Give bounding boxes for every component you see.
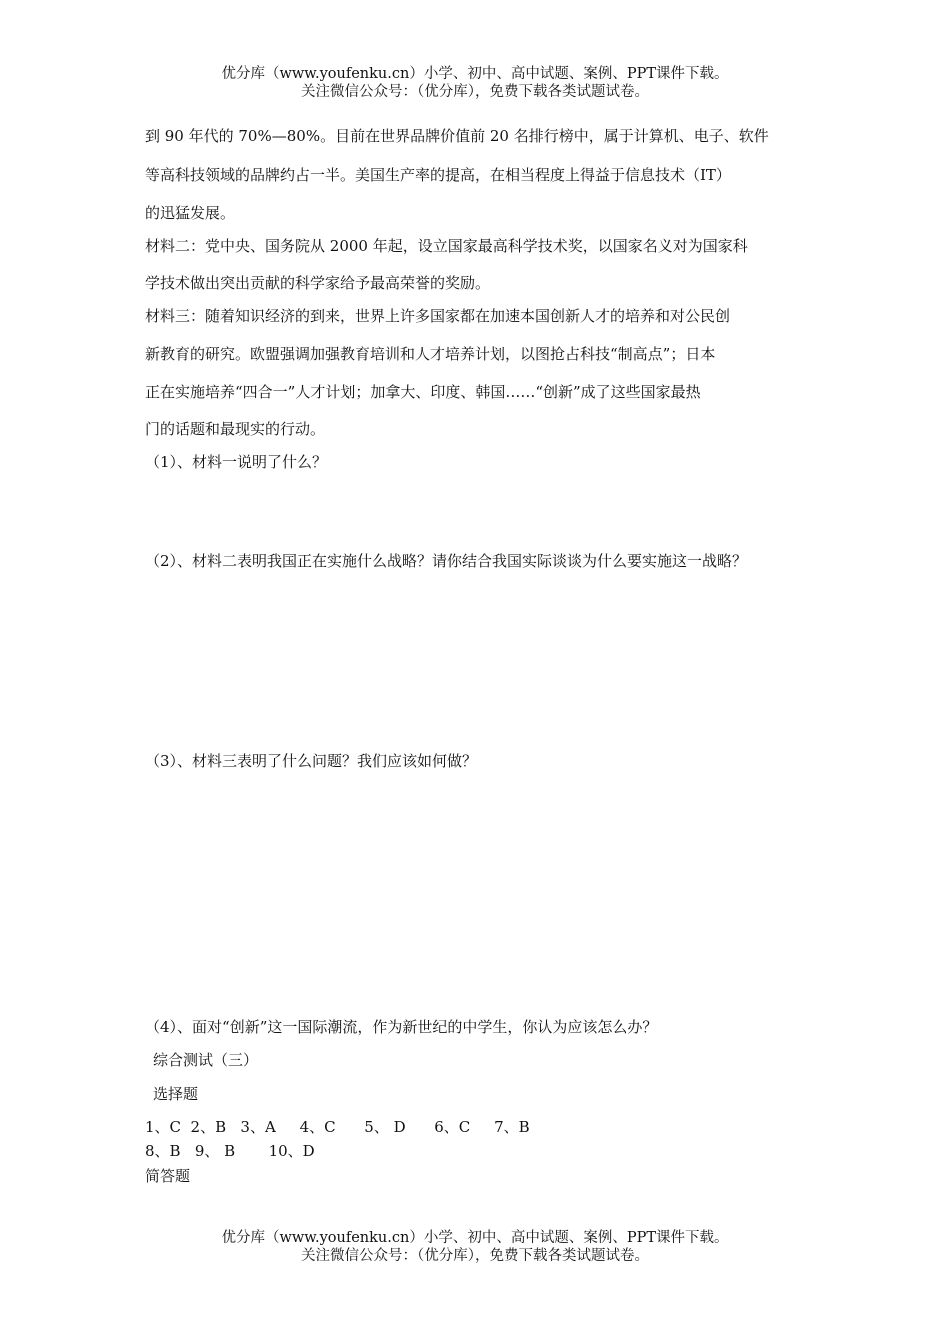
question-1: （1）、材料一说明了什么？ (145, 453, 328, 471)
footer-line-1: 优分库（www.youfenku.cn）小学、初中、高中试题、案例、PPT课件下载。 (221, 1230, 729, 1246)
short-answer-heading: 简答题 (145, 1167, 191, 1185)
material-three-line-4: 门的话题和最现实的行动。 (145, 420, 326, 438)
material-three-line-2: 新教育的研究。欧盟强调加强教育培训和人才培养计划，以图抢占科技“制高点”；日本 (145, 345, 716, 363)
question-4: （4）、面对“创新”这一国际潮流，作为新世纪的中学生，你认为应该怎么办？ (145, 1018, 658, 1036)
question-2: （2）、材料二表明我国正在实施什么战略？请你结合我国实际谈谈为什么要实施这一战略？ (145, 552, 748, 570)
material-one-line-1: 到 90 年代的 70%—80%。目前在世界品牌价值前 20 名排行榜中，属于计算机、电子、软件 (145, 127, 769, 145)
material-two-line-1: 材料二：党中央、国务院从 2000 年起，设立国家最高科学技术奖，以国家名义对为国家科 (145, 237, 748, 255)
material-one-line-2: 等高科技领域的品牌约占一半。美国生产率的提高，在相当程度上得益于信息技术（IT） (145, 166, 731, 184)
material-three-line-1: 材料三：随着知识经济的到来，世界上许多国家都在加速本国创新人才的培养和对公民创 (145, 307, 731, 325)
footer-line-2: 关注微信公众号：（优分库），免费下载各类试题试卷。 (301, 1248, 649, 1264)
choice-answers-row-1: 1、C 2、B 3、A 4、C 5、 D 6、C 7、B (145, 1118, 530, 1136)
choice-heading: 选择题 (153, 1085, 199, 1103)
material-three-line-3: 正在实施培养“四合一”人才计划；加拿大、印度、韩国……“创新”成了这些国家最热 (145, 383, 701, 401)
material-one-line-3: 的迅猛发展。 (145, 204, 236, 222)
question-3: （3）、材料三表明了什么问题？我们应该如何做？ (145, 752, 478, 770)
answer-section-title: 综合测试（三） (153, 1051, 259, 1069)
material-two-line-2: 学技术做出突出贡献的科学家给予最高荣誉的奖励。 (145, 274, 491, 292)
header-line-2: 关注微信公众号：（优分库），免费下载各类试题试卷。 (301, 84, 649, 100)
header-line-1: 优分库（www.youfenku.cn）小学、初中、高中试题、案例、PPT课件下载。 (221, 66, 729, 82)
choice-answers-row-2: 8、B 9、 B 10、D (145, 1142, 315, 1160)
